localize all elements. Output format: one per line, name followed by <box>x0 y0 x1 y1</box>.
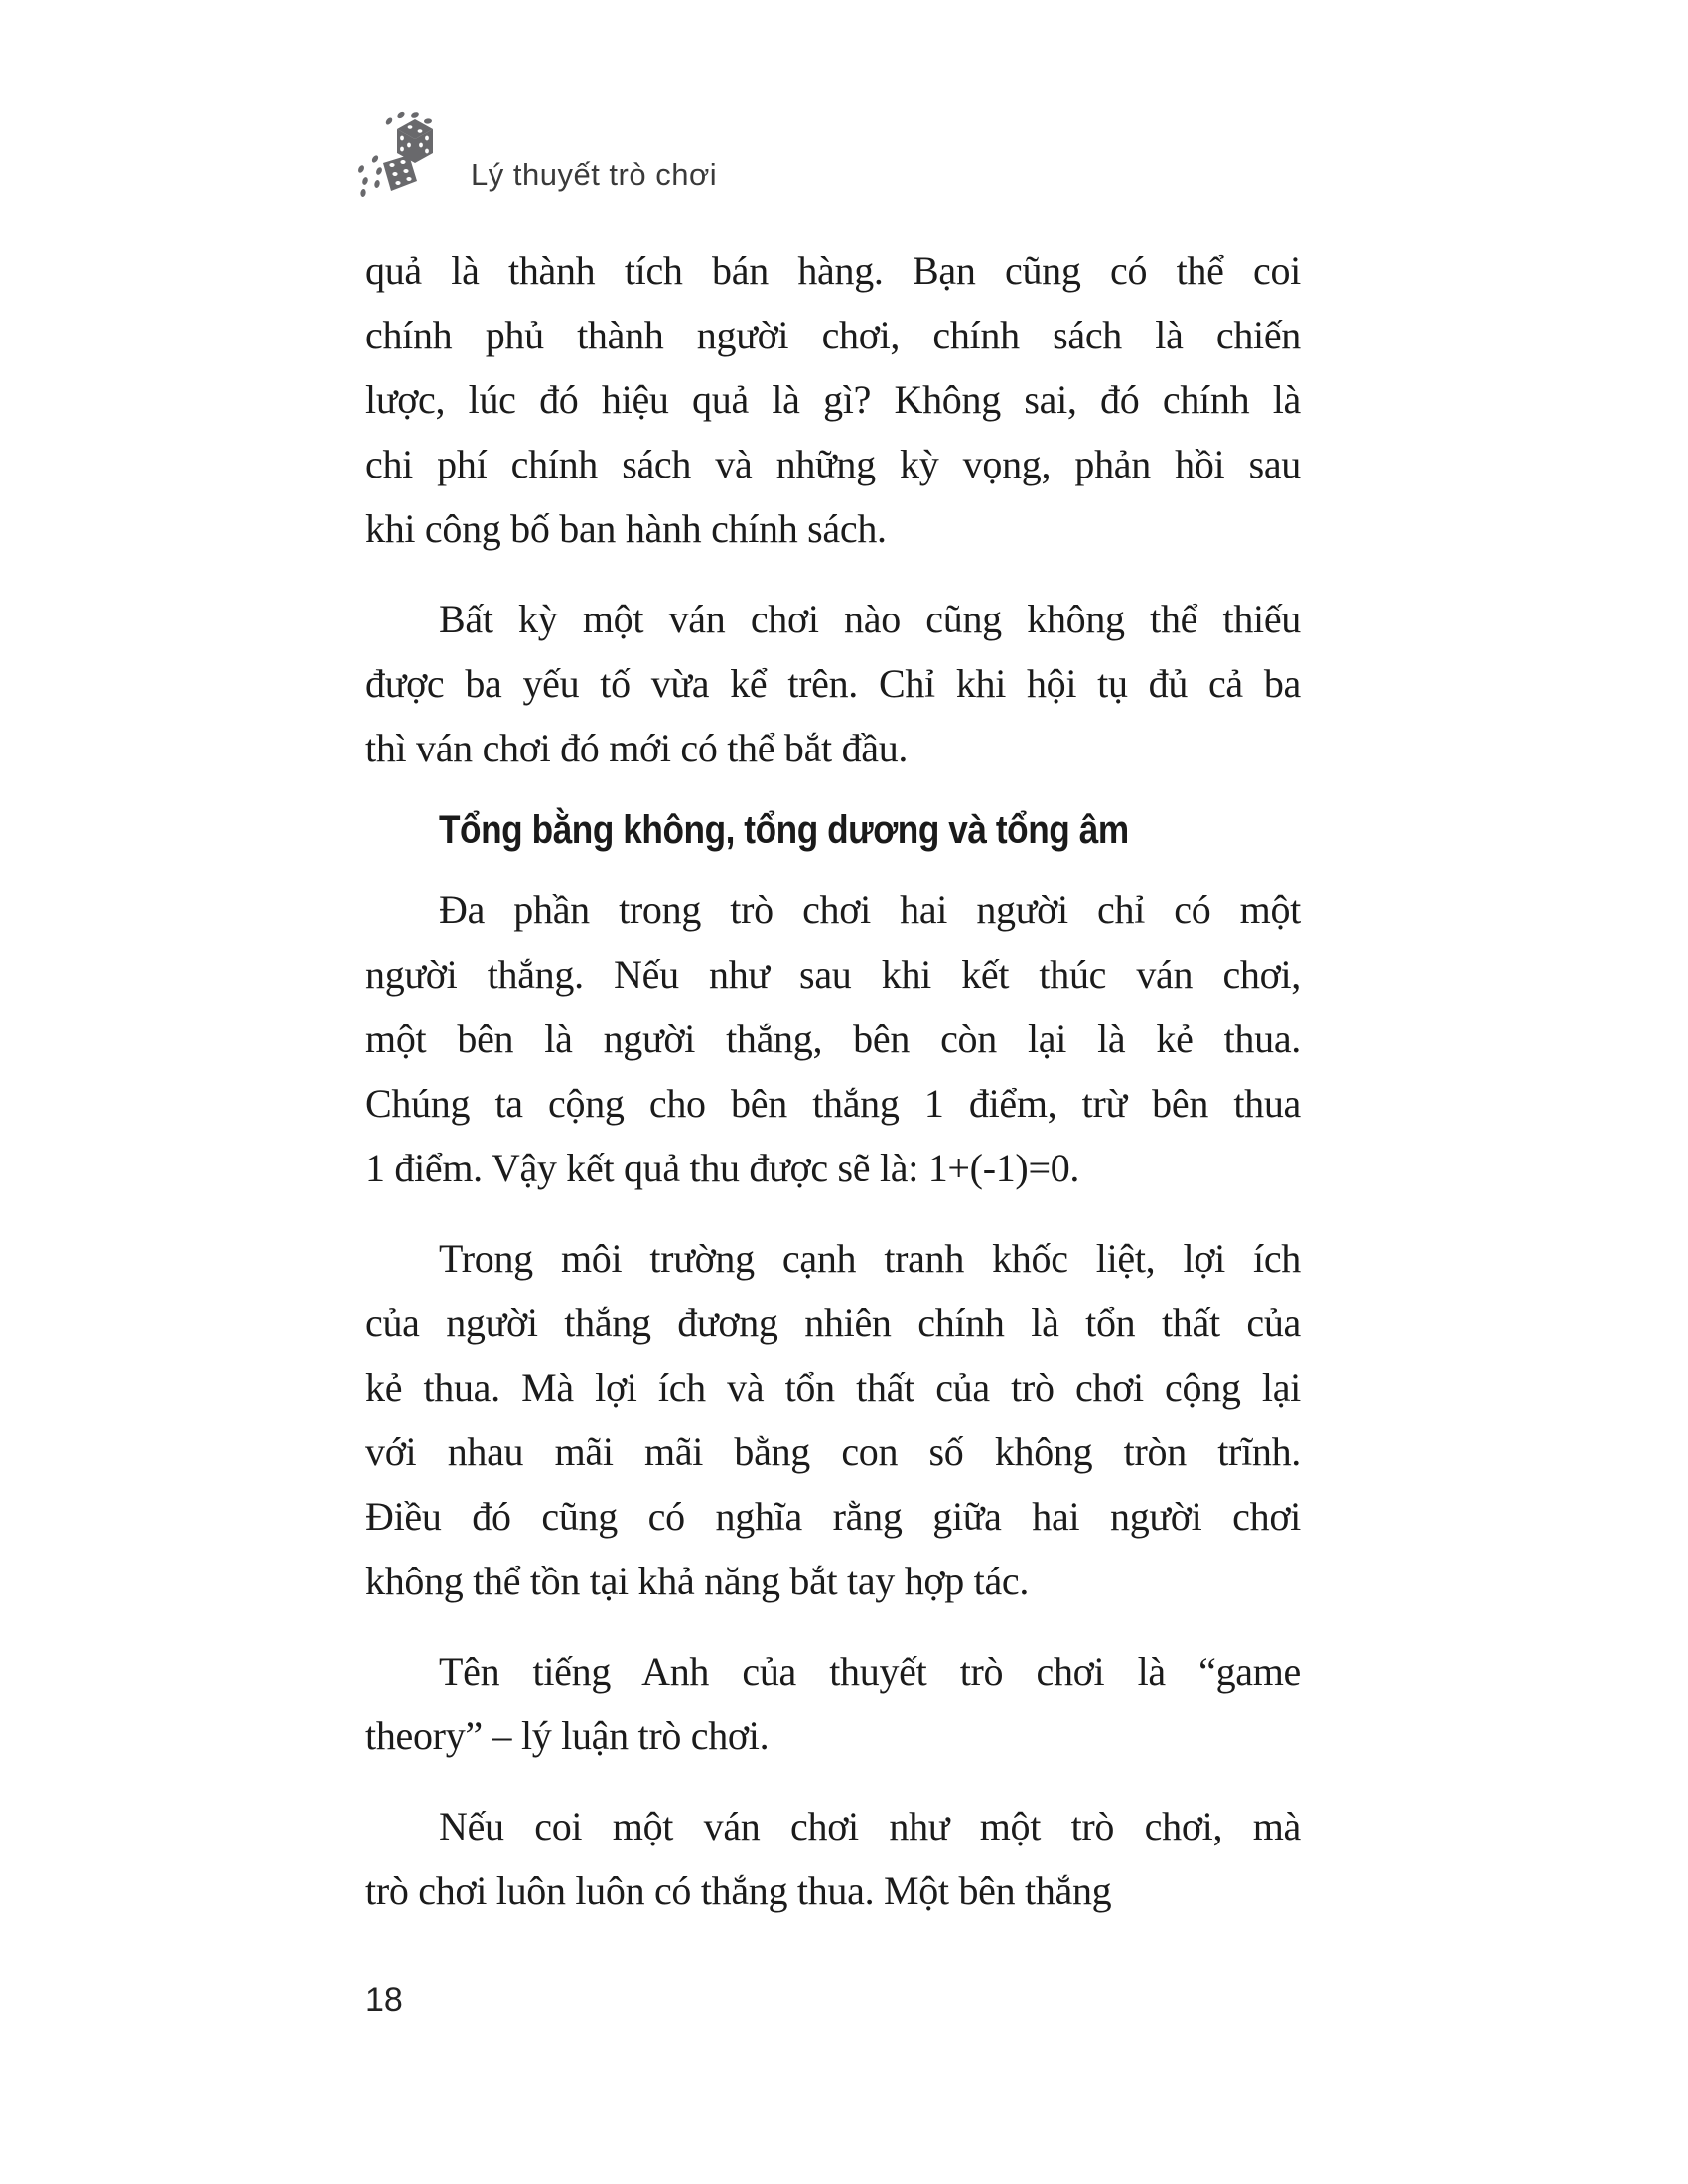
paragraph <box>365 1639 1301 1768</box>
text-line: Điều đó cũng có nghĩa rằng giữa hai người chơi <box>365 1494 1301 1539</box>
paragraph <box>365 1794 1301 1923</box>
text-line: kẻ thua. Mà lợi ích và tổn thất của trò chơi cộng lại <box>365 1365 1301 1410</box>
text-line: Tên tiếng Anh của thuyết trò chơi là “game <box>439 1649 1301 1694</box>
text-line: Đa phần trong trò chơi hai người chỉ có một <box>439 887 1301 932</box>
text-line: trò chơi luôn luôn có thắng thua. Một bên thắng <box>365 1868 1112 1913</box>
text-line: khi công bố ban hành chính sách. <box>365 506 887 551</box>
text-line: 1 điểm. Vậy kết quả thu được sẽ là: 1+(-1)=0. <box>365 1146 1080 1190</box>
paragraph <box>365 1226 1301 1613</box>
text-line: Bất kỳ một ván chơi nào cũng không thể thiếu <box>439 597 1301 641</box>
text-line: Trong môi trường cạnh tranh khốc liệt, lợi ích <box>439 1236 1301 1281</box>
page-content <box>365 238 1301 1949</box>
running-header-title: Lý thuyết trò chơi <box>471 157 718 192</box>
text-line: quả là thành tích bán hàng. Bạn cũng có thể coi <box>365 248 1301 293</box>
paragraph <box>365 878 1301 1200</box>
text-line: của người thắng đương nhiên chính là tổn thất của <box>365 1300 1301 1345</box>
dice-icon <box>353 107 453 206</box>
paragraph <box>365 238 1301 561</box>
text-line: một bên là người thắng, bên còn lại là kẻ thua. <box>365 1017 1301 1061</box>
running-header <box>353 107 717 206</box>
paragraph <box>365 587 1301 780</box>
text-line: lược, lúc đó hiệu quả là gì? Không sai, đó chính là <box>365 377 1301 422</box>
section-heading: Tổng bằng không, tổng dương và tổng âm <box>439 808 1129 852</box>
text-line: người thắng. Nếu như sau khi kết thúc ván chơi, <box>365 952 1301 997</box>
text-line: theory” – lý luận trò chơi. <box>365 1713 770 1758</box>
text-line: với nhau mãi mãi bằng con số không tròn trĩnh. <box>365 1430 1301 1474</box>
text-line: chính phủ thành người chơi, chính sách là chiến <box>365 313 1301 357</box>
text-line: Chúng ta cộng cho bên thắng 1 điểm, trừ bên thua <box>365 1081 1301 1126</box>
page-number: 18 <box>365 1981 403 2019</box>
text-line: không thể tồn tại khả năng bắt tay hợp tác. <box>365 1559 1030 1603</box>
text-line: thì ván chơi đó mới có thể bắt đầu. <box>365 726 909 770</box>
text-line: chi phí chính sách và những kỳ vọng, phản hồi sau <box>365 442 1301 486</box>
text-line: được ba yếu tố vừa kể trên. Chỉ khi hội tụ đủ cả ba <box>365 661 1301 706</box>
text-line: Nếu coi một ván chơi như một trò chơi, mà <box>439 1804 1301 1848</box>
